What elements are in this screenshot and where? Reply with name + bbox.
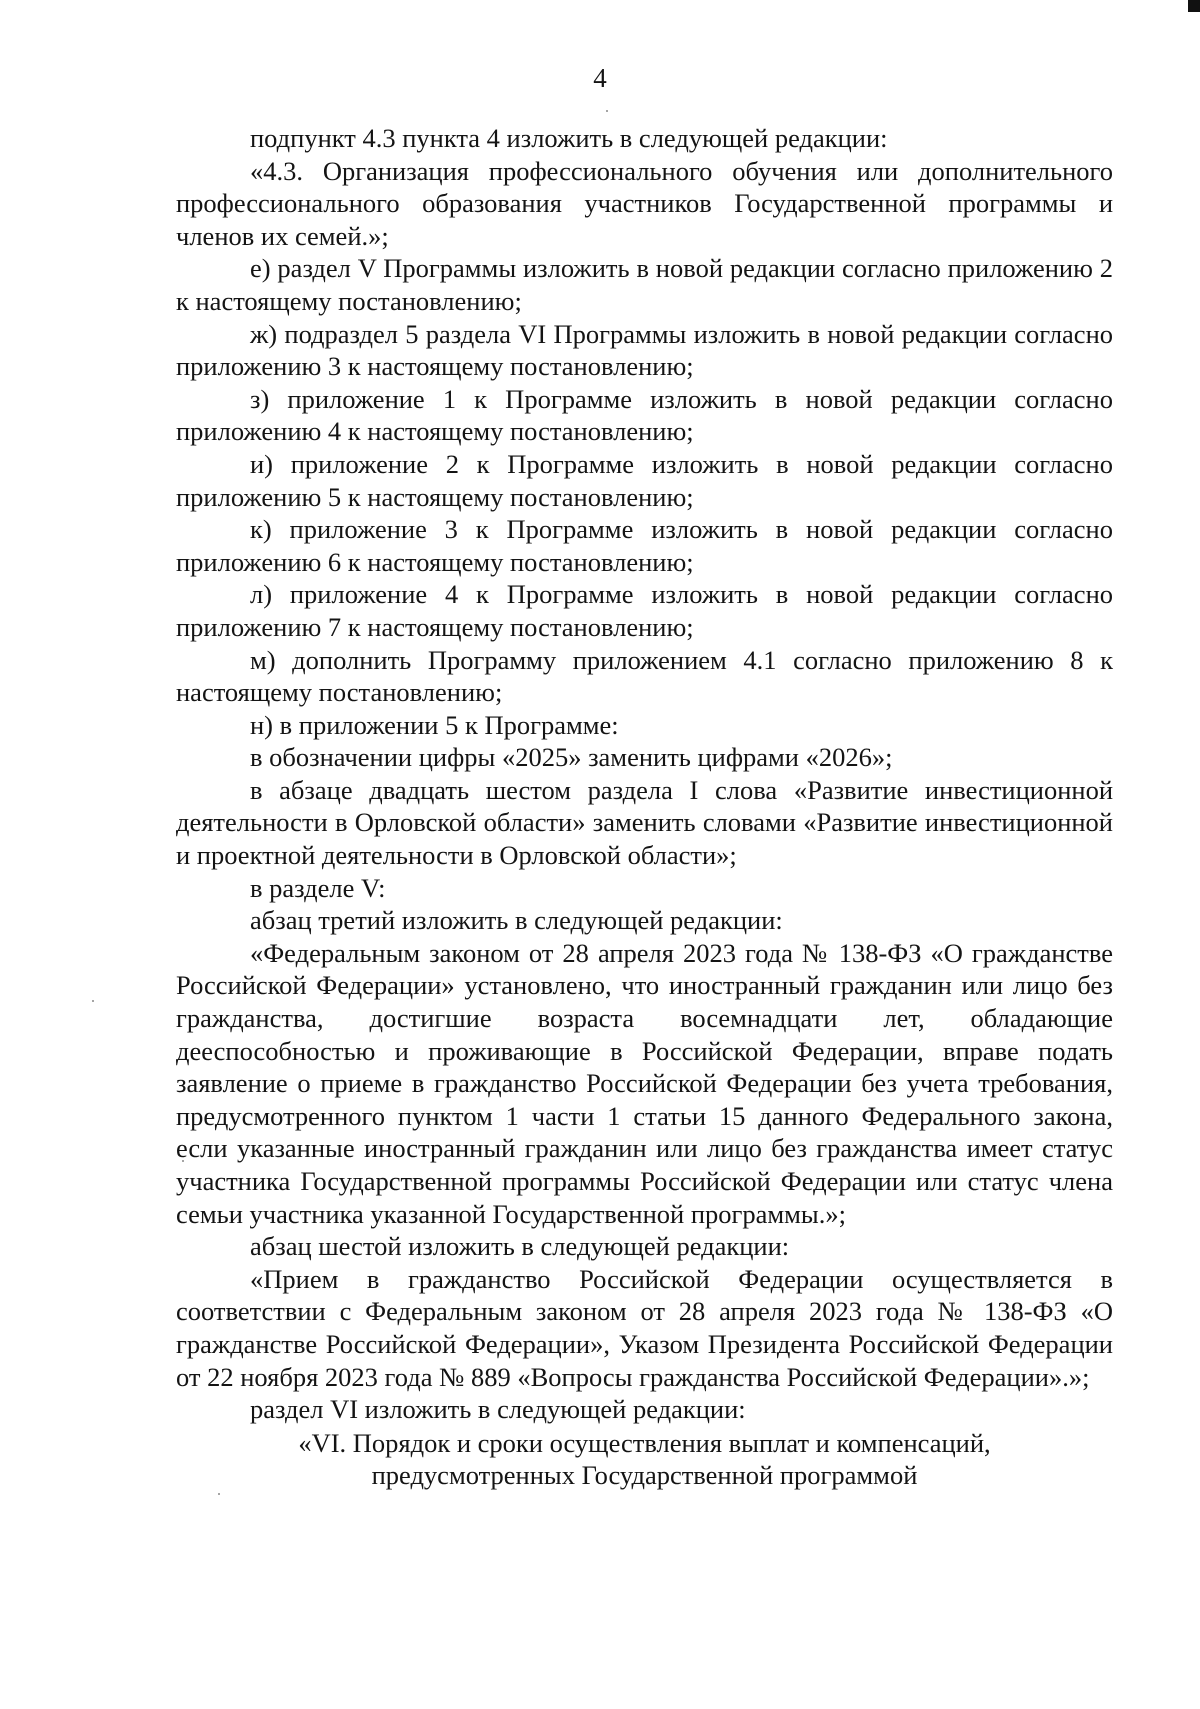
paragraph: абзац третий изложить в следующей редакции: [250, 905, 783, 936]
scan-corner-mark [1188, 0, 1200, 12]
paragraph: раздел VI изложить в следующей редакции: [250, 1394, 746, 1425]
paragraph: в обозначении цифры «2025» заменить цифрами «2026»; [250, 742, 893, 773]
scan-speck [606, 110, 608, 112]
scan-speck [92, 1000, 94, 1002]
paragraph: з) приложение 1 к Программе изложить в новой редакции согласно приложению 4 к настоящему постановлению; [176, 383, 1113, 447]
paragraph: л) приложение 4 к Программе изложить в новой редакции согласно приложению 7 к настоящему постановлению; [176, 579, 1113, 642]
paragraph: е) раздел V Программы изложить в новой редакции согласно приложению 2 к настоящему постановлению; [176, 253, 1113, 316]
section-heading-line: «VI. Порядок и сроки осуществления выплат и компенсаций, [298, 1427, 991, 1458]
paragraph: абзац шестой изложить в следующей редакции: [250, 1231, 790, 1262]
page-number: 4 [593, 63, 607, 93]
paragraph: в абзаце двадцать шестом раздела I слова «Развитие инвестиционной деятельности в Орловской области» заменить словами «Развитие инвестиционной и проектной деятельности в Орловской области»; [176, 774, 1113, 871]
paragraph: подпункт 4.3 пункта 4 изложить в следующей редакции: [250, 123, 888, 153]
scan-speck [218, 1493, 220, 1495]
paragraph: «Федеральным законом от 28 апреля 2023 года № 138-ФЗ «О гражданстве Российской Федерации» установлено, что иностранный гражданин или лицо без гражданства, достигшие возраста восемнадцати лет, обладающие дееспособностью и проживающие в Российской Федерации, вправе подать заявление о приеме в гражданство Российской Федерации без учета требования, предусмотренного пунктом 1 части 1 статьи 15 данного Федерального закона, если указанные иностранный гражданин или лицо без гражданства имеет статус участника Государственной программы Российской Федерации или статус члена семьи участника указанной Государственной программы.»; [176, 937, 1113, 1229]
paragraph: м) дополнить Программу приложением 4.1 согласно приложению 8 к настоящему постановлению; [176, 644, 1113, 708]
paragraph: н) в приложении 5 к Программе: [250, 709, 619, 740]
paragraph: в разделе V: [250, 872, 386, 903]
paragraph: к) приложение 3 к Программе изложить в новой редакции согласно приложению 6 к настоящему постановлению; [176, 514, 1113, 577]
paragraph: «Прием в гражданство Российской Федерации осуществляется в соответствии с Федеральным законом от 28 апреля 2023 года № 138-ФЗ «О гражданстве Российской Федерации», Указом Президента Российской Федерации от 22 ноября 2023 года № 889 «Вопросы гражданства Российской Федерации».»; [176, 1263, 1113, 1392]
paragraph: и) приложение 2 к Программе изложить в новой редакции согласно приложению 5 к настоящему постановлению; [176, 448, 1113, 512]
section-heading [176, 1427, 1113, 1492]
document-body [176, 122, 1113, 1492]
paragraph: ж) подраздел 5 раздела VI Программы изложить в новой редакции согласно приложению 3 к настоящему постановлению; [176, 318, 1113, 382]
section-heading-line: предусмотренных Государственной программой [371, 1460, 918, 1491]
paragraph: «4.3. Организация профессионального обучения или дополнительного профессионального образования участников Государственной программы и членов их семей.»; [176, 155, 1113, 251]
